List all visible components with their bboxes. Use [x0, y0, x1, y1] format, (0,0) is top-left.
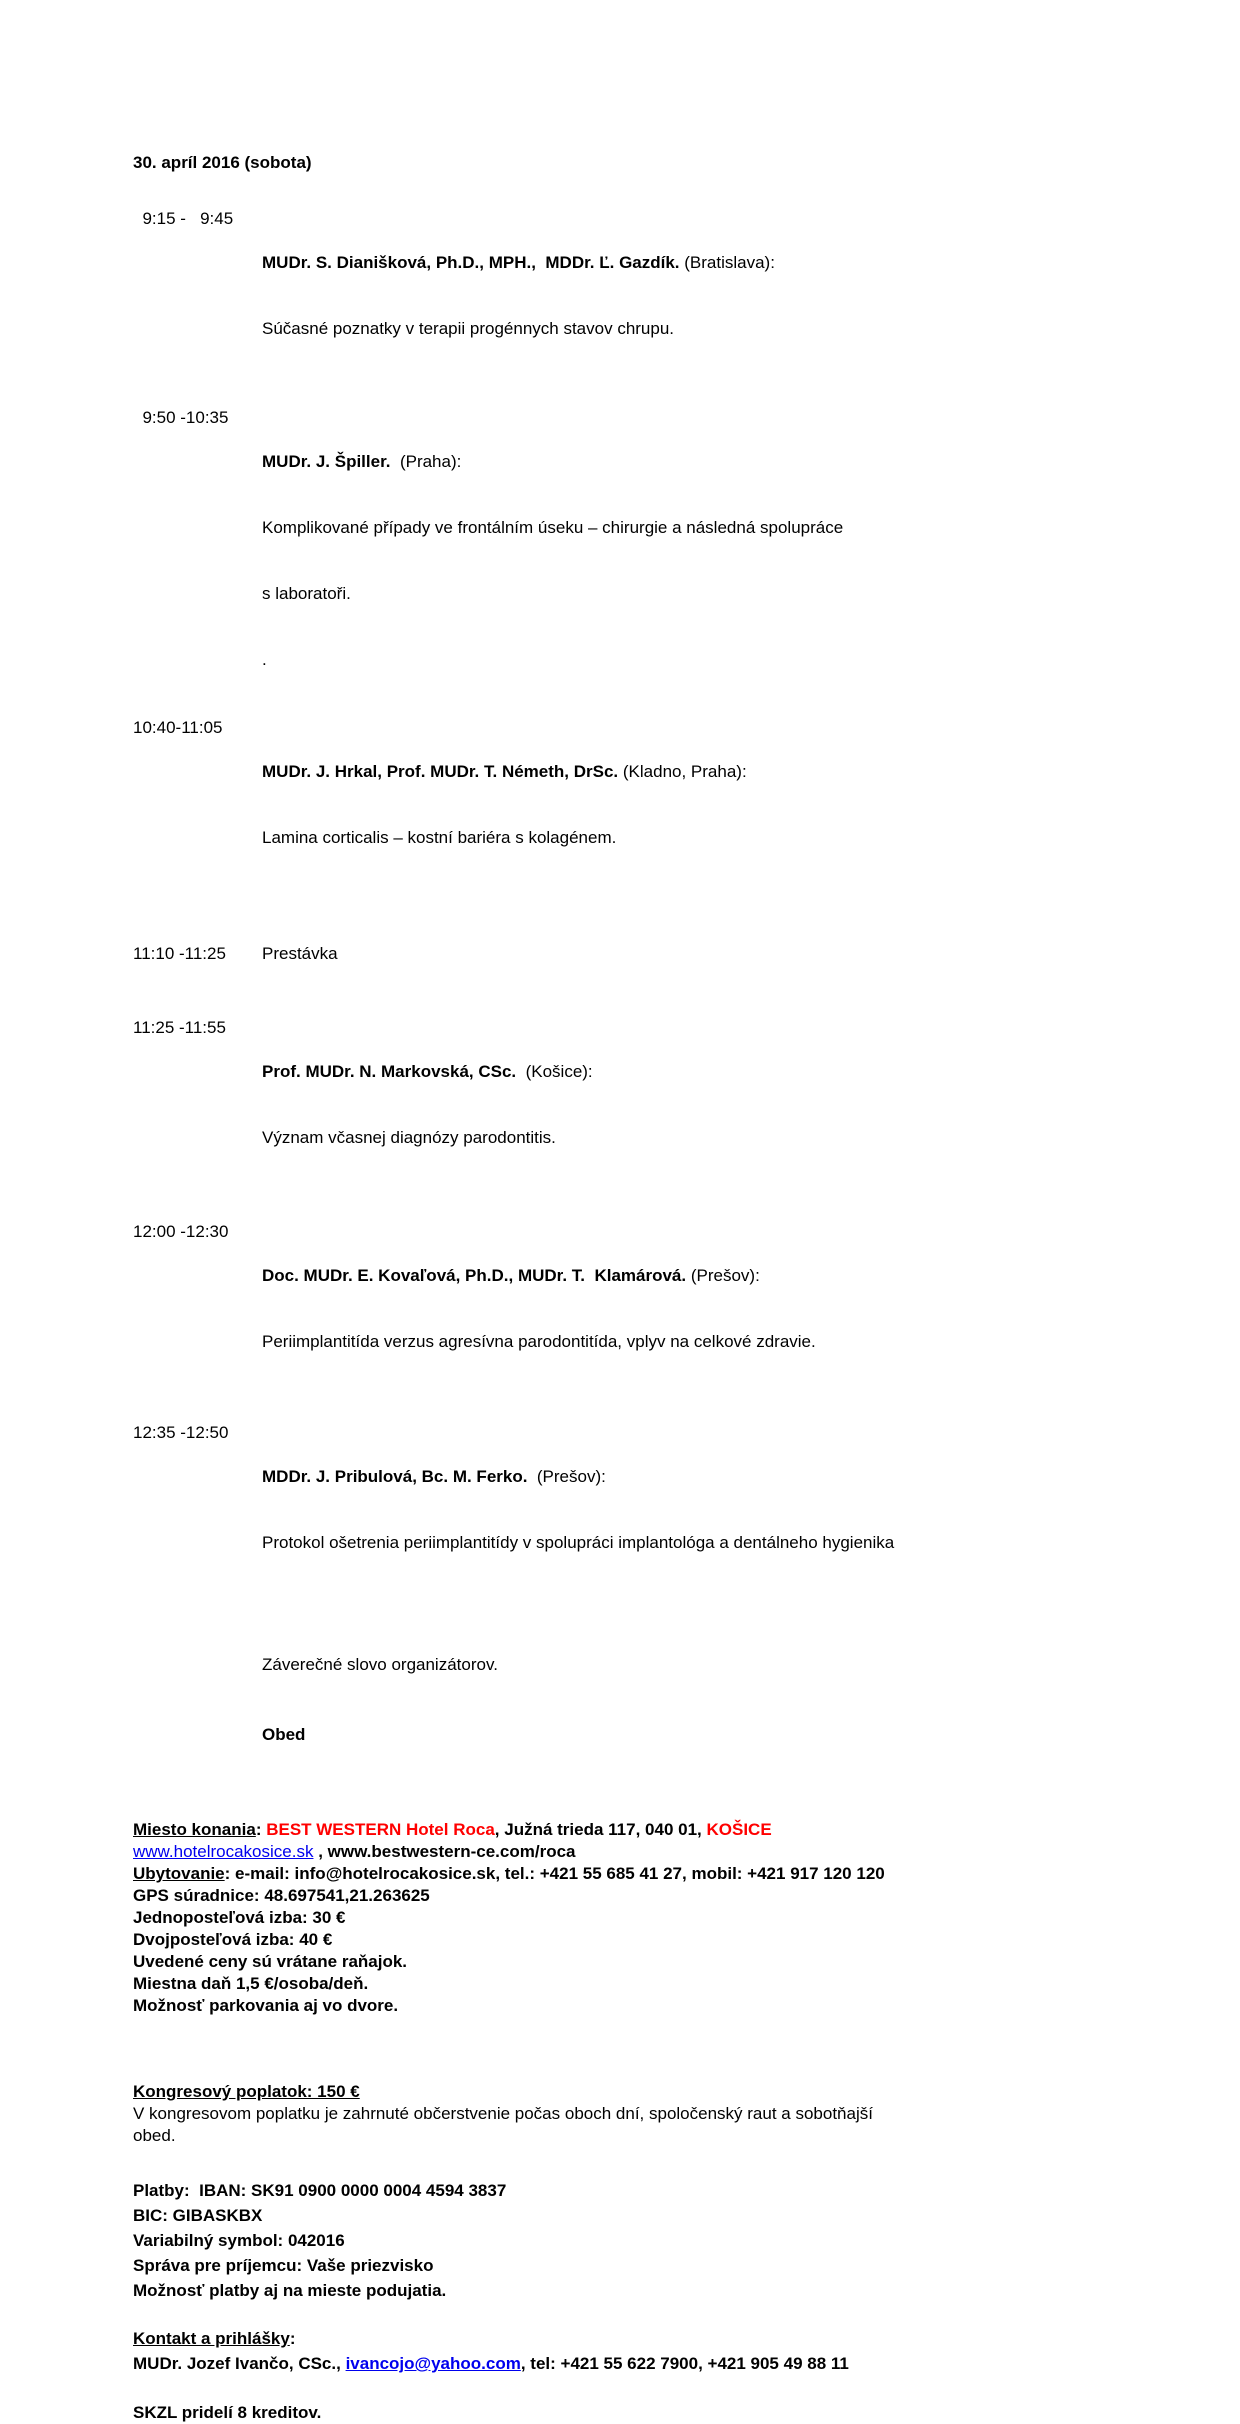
bestwestern-url: www.bestwestern-ce.com/roca — [327, 1842, 576, 1861]
venue-line — [133, 1819, 1200, 1841]
session-line: Lamina corticalis – kostní bariéra s kolagénem. — [262, 828, 617, 847]
schedule-row — [133, 1654, 1200, 1676]
session-location: (Košice): — [516, 1062, 593, 1081]
session-line: Protokol ošetrenia periimplantitídy v spolupráci implantológa a dentálneho hygienika — [262, 1533, 895, 1552]
double-room-price: Dvojposteľová izba: 40 € — [133, 1930, 333, 1949]
session-title — [262, 1061, 1200, 1083]
payment-recipient-message: Správa pre príjemcu: Vaše priezvisko — [133, 2256, 434, 2275]
session-location: (Praha): — [390, 452, 462, 471]
session-line: Komplikované případy ve frontálním úseku – chirurgie a následná spolupráce — [262, 518, 844, 537]
venue-section — [133, 1819, 1200, 2017]
schedule-row — [133, 407, 1200, 715]
contact-heading-colon: : — [289, 2329, 296, 2348]
schedule-row — [133, 717, 1200, 893]
session-speakers: Prof. MUDr. N. Markovská, CSc. — [262, 1062, 517, 1081]
fee-body-line: V kongresovom poplatku je zahrnuté občerstvenie počas oboch dní, spoločenský raut a sobotňajší — [133, 2104, 873, 2123]
closing-remarks: Záverečné slovo organizátorov. — [262, 1655, 498, 1674]
accommodation-label: Ubytovanie — [133, 1864, 225, 1883]
session-line: Význam včasnej diagnózy parodontitis. — [262, 1128, 556, 1147]
session — [262, 208, 1200, 384]
time-slot: 12:35 -12:50 — [133, 1423, 229, 1442]
time-slot-empty — [133, 1654, 262, 1676]
time-slot: 10:40-11:05 — [133, 718, 223, 737]
venue-links-line — [133, 1841, 1200, 1863]
session-speakers: MUDr. J. Špiller. — [262, 452, 391, 471]
session-title — [262, 1265, 1200, 1287]
time-slot: 11:10 -11:25 — [133, 944, 226, 963]
accommodation-line — [133, 1863, 1200, 1885]
schedule-row — [133, 1017, 1200, 1193]
venue-label-sep: : — [255, 1820, 267, 1839]
schedule-row — [133, 943, 1200, 965]
contact-line — [133, 2351, 1200, 2376]
session-speakers: MUDr. J. Hrkal, Prof. MUDr. T. Németh, DrSc. — [262, 762, 619, 781]
session-speakers: Doc. MUDr. E. Kovaľová, Ph.D., MUDr. T. Klamárová. — [262, 1266, 687, 1285]
session — [262, 1017, 1200, 1193]
fee-heading: Kongresový poplatok: 150 € — [133, 2082, 360, 2101]
hotel-website-link[interactable]: www.hotelrocakosice.sk — [133, 1842, 314, 1861]
session-title — [262, 252, 1200, 274]
time-slot: 9:15 - 9:45 — [133, 209, 234, 228]
payment-variable-symbol: Variabilný symbol: 042016 — [133, 2231, 345, 2250]
venue-hotel-name: BEST WESTERN Hotel Roca — [266, 1820, 495, 1839]
session-line: s laboratoři. — [262, 584, 351, 603]
gps-coordinates: GPS súradnice: 48.697541,21.263625 — [133, 1886, 430, 1905]
payment-iban: Platby: IBAN: SK91 0900 0000 0004 4594 3837 — [133, 2181, 507, 2200]
session-speakers: MUDr. S. Dianišková, Ph.D., MPH., MDDr. Ľ. Gazdík. — [262, 253, 680, 272]
time-slot: 11:25 -11:55 — [133, 1018, 226, 1037]
session-line: . — [262, 650, 267, 669]
parking-note: Možnosť parkovania aj vo dvore. — [133, 1996, 399, 2015]
venue-address: , Južná trieda 117, 040 01, — [494, 1820, 707, 1839]
session-speakers: MDDr. J. Pribulová, Bc. M. Ferko. — [262, 1467, 528, 1486]
venue-link-sep: , — [313, 1842, 328, 1861]
time-slot: 9:50 -10:35 — [133, 408, 229, 427]
session-location: (Kladno, Praha): — [618, 762, 747, 781]
contact-section — [133, 2326, 1200, 2376]
payment-section — [133, 2178, 1200, 2303]
session-location: (Prešov): — [527, 1467, 606, 1486]
lunch-label: Obed — [262, 1725, 306, 1744]
breakfast-note: Uvedené ceny sú vrátane raňajok. — [133, 1952, 408, 1971]
fee-section — [133, 2081, 1200, 2147]
local-tax-note: Miestna daň 1,5 €/osoba/deň. — [133, 1974, 369, 1993]
payment-bic: BIC: GIBASKBX — [133, 2206, 263, 2225]
fee-body-line: obed. — [133, 2126, 176, 2145]
contact-heading-line — [133, 2326, 1200, 2351]
venue-label: Miesto konania — [133, 1820, 256, 1839]
contact-heading: Kontakt a prihlášky — [133, 2329, 290, 2348]
schedule-row — [133, 1422, 1200, 1598]
session-line: Periimplantitída verzus agresívna parodontitída, vplyv na celkové zdravie. — [262, 1332, 816, 1351]
session-location: (Bratislava): — [679, 253, 775, 272]
session-title — [262, 761, 1200, 783]
time-slot: 12:00 -12:30 — [133, 1222, 229, 1241]
accommodation-details: : e-mail: info@hotelrocakosice.sk, tel.: +421 55 685 41 27, mobil: +421 917 120 120 — [224, 1864, 885, 1883]
date-heading: 30. apríl 2016 (sobota) — [133, 153, 312, 172]
schedule-row — [133, 208, 1200, 384]
single-room-price: Jednoposteľová izba: 30 € — [133, 1908, 346, 1927]
contact-email-link[interactable]: ivancojo@yahoo.com — [345, 2354, 521, 2373]
session — [262, 1221, 1200, 1397]
schedule-row — [133, 1724, 1200, 1746]
contact-person: MUDr. Jozef Ivančo, CSc., — [133, 2354, 346, 2373]
session-title — [262, 1466, 1200, 1488]
session — [262, 1422, 1200, 1598]
break-label: Prestávka — [262, 944, 338, 963]
credits-note: SKZL pridelí 8 kreditov. — [133, 2403, 322, 2422]
session — [262, 407, 1200, 715]
payment-onsite-note: Možnosť platby aj na mieste podujatia. — [133, 2281, 447, 2300]
time-slot-empty — [133, 1724, 262, 1746]
session-location: (Prešov): — [686, 1266, 760, 1285]
contact-phones: , tel: +421 55 622 7900, +421 905 49 88 11 — [520, 2354, 849, 2373]
schedule-row — [133, 1221, 1200, 1397]
session-line: Súčasné poznatky v terapii progénnych stavov chrupu. — [262, 319, 675, 338]
session-title — [262, 451, 1200, 473]
session — [262, 717, 1200, 893]
venue-city: KOŠICE — [706, 1820, 772, 1839]
